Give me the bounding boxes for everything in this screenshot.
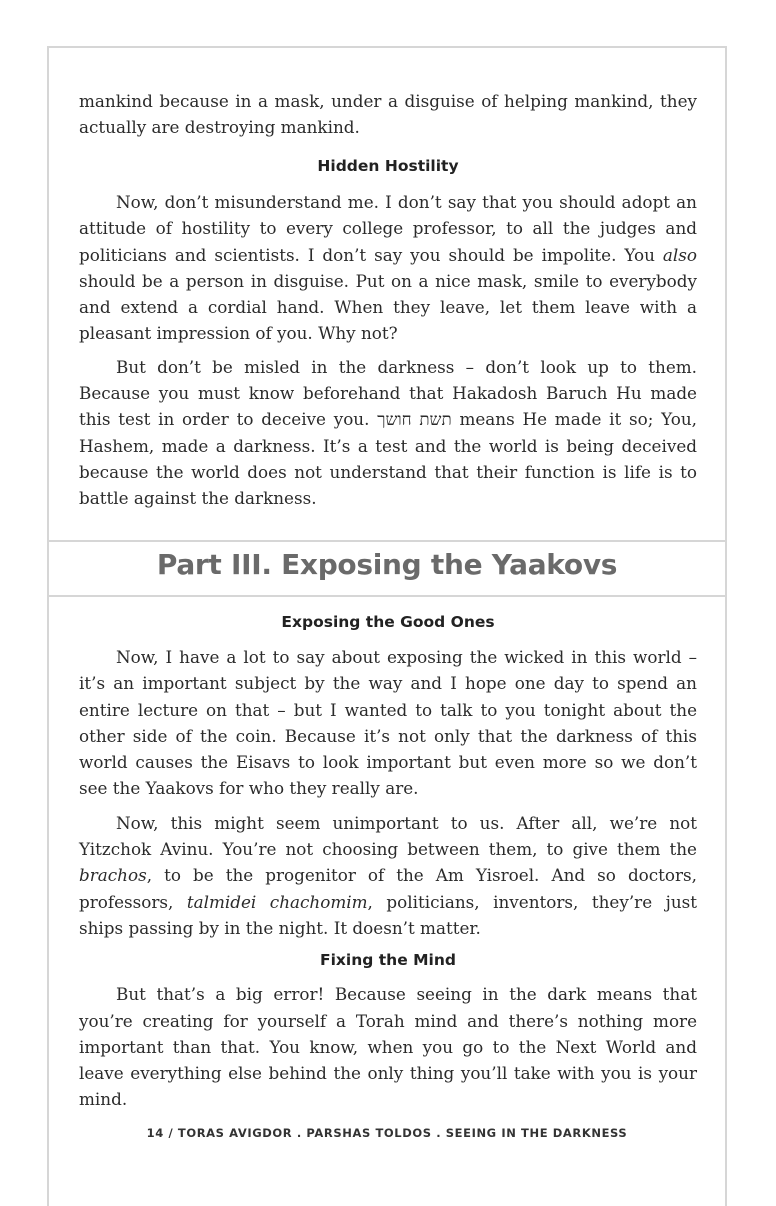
continuation-paragraph: mankind because in a mask, under a disguise of helping mankind, they actually are destroying mankind. <box>79 91 697 138</box>
section-heading-exposing-good-ones: Exposing the Good Ones <box>281 613 495 631</box>
exposing-good-paragraph-2 <box>79 810 697 941</box>
text-run: , politicians, inventors, they’re just ships passing by in the night. It doesn’t matter. <box>79 891 698 938</box>
part-divider-top <box>47 540 727 542</box>
continuation-block <box>79 88 697 141</box>
fixing-mind-paragraph-1: But that’s a big error! Because seeing in the dark means that you’re creating for yourself a Torah mind and there’s nothing more important than that. You know, when you go to the Next World and leave everything else behind the only thing you’ll take with you is your mind. <box>79 984 697 1110</box>
section-heading-fixing-the-mind: Fixing the Mind <box>320 951 456 970</box>
emphasis-brachos: brachos <box>79 865 147 886</box>
part-title: Part III. Exposing the Yaakovs <box>156 548 618 581</box>
exposing-good-section <box>79 611 697 1113</box>
hebrew-phrase: תשת חושך <box>377 409 452 430</box>
emphasis-also: also <box>662 244 697 265</box>
section-heading-hidden-hostility: Hidden Hostility <box>317 157 459 175</box>
text-run: Now, don’t misunderstand me. I don’t say that you should adopt an attitude of hostility to every college professor, to all the judges and politicians and scientists. I don’t say you should be impolite. You <box>79 192 697 265</box>
emphasis-talmidei-chachomim: talmidei chachomim <box>186 891 368 912</box>
hidden-hostility-paragraph-1 <box>79 189 697 347</box>
part-divider-bottom <box>47 595 727 597</box>
text-run: should be a person in disguise. Put on a nice mask, smile to everybody and extend a cordial hand. When they leave, let them leave with a pleasant impression of you. Why not? <box>79 270 697 344</box>
page-footer: 14 / TORAS AVIGDOR . PARSHAS TOLDOS . SEEING IN THE DARKNESS <box>146 1126 628 1140</box>
text-run: means He made it so; You, Hashem, made a darkness. It’s a test and the world is being deceived because the world does not understand that their function is life is to battle against the darkness. <box>79 409 697 509</box>
text-run: But don’t be misled in the darkness – don’t look up to them. Because you must know beforehand that Hakadosh Baruch Hu made this test in order to deceive you. <box>79 356 697 430</box>
text-run: Now, this might seem unimportant to us. After all, we’re not Yitzchok Avinu. You’re not choosing between them, to give them the <box>79 812 697 860</box>
exposing-good-paragraph-1: Now, I have a lot to say about exposing the wicked in this world – it’s an important subject by the way and I hope one day to spend an entire lecture on that – but I wanted to talk to you tonight about the other side of the coin. Because it’s not only that the darkness of this world causes the Eisavs to look important but even more so we don’t see the Yaakovs for who they really are. <box>79 647 697 799</box>
text-run: , to be the progenitor of the Am Yisroel. And so doctors, professors, <box>79 865 697 912</box>
hidden-hostility-section <box>79 155 697 512</box>
hidden-hostility-paragraph-2 <box>79 354 697 512</box>
